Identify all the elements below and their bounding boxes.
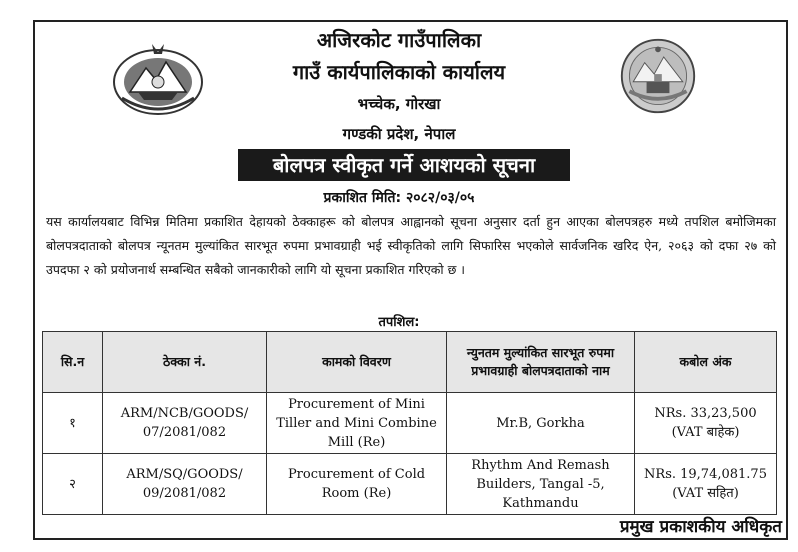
office-location: भच्चेक, गोरखा xyxy=(357,95,441,113)
notice-body: यस कार्यालयबाट विभिन्न मितिमा प्रकाशित देहायको ठेक्काहरू को बोलपत्र आह्वानको सूचना अनुसार दर्ता हुन आएका बोलपत्रहरु मध्ये तपशिल बमोजिमका बोलपत्रदाताको बोलपत्र न्यूनतम मुल्यांकित सारभूत रुपमा प्रभावग्राही भई स्वीकृतिको लागि सिफारिस भएकोले सार्वजनिक खरिद ऐन, २०६३ को दफा २७ को उपदफा २ को प्रयोजनार्थ सम्बन्धित सबैको जानकारीको लागि यो सूचना प्रकाशित गरिएको छ । xyxy=(46,214,776,277)
cell-sn: १ xyxy=(43,393,103,454)
amount-vat-note: (VAT सहित) xyxy=(672,486,739,501)
details-label: तपशिल: xyxy=(378,315,420,330)
cell-amount xyxy=(635,393,777,454)
municipality-name: अजिरकोट गाउँपालिका xyxy=(316,28,482,52)
award-table xyxy=(42,331,777,515)
header-contract-no: ठेक्का नं. xyxy=(103,332,267,393)
cell-sn: २ xyxy=(43,454,103,515)
cell-amount xyxy=(635,454,777,515)
cell-description: Procurement of Cold Room (Re) xyxy=(267,454,447,515)
office-name: गाउँ कार्यपालिकाको कार्यालय xyxy=(292,60,506,84)
published-date: प्रकाशित मिति: २०८२/०३/०५ xyxy=(323,190,475,206)
table-header-row xyxy=(43,332,777,393)
cell-description: Procurement of Mini Tiller and Mini Combine Mill (Re) xyxy=(267,393,447,454)
header-bidder: न्युनतम मुल्यांकित सारभूत रुपमा प्रभावग्राही बोलपत्रदाताको नाम xyxy=(447,332,635,393)
header-sn: सि.न xyxy=(43,332,103,393)
table-row xyxy=(43,393,777,454)
province-name: गण्डकी प्रदेश, नेपाल xyxy=(342,125,456,143)
cell-bidder: Rhythm And Remash Builders, Tangal -5, Kathmandu xyxy=(447,454,635,515)
cell-contract-no: ARM/NCB/GOODS/ 07/2081/082 xyxy=(103,393,267,454)
notice-title: बोलपत्र स्वीकृत गर्ने आशयको सूचना xyxy=(238,149,570,181)
amount-value: NRs. 19,74,081.75 xyxy=(644,467,767,482)
signature-title: प्रमुख प्रकाशकीय अधिकृत xyxy=(619,517,782,537)
header-description: कामको विवरण xyxy=(267,332,447,393)
amount-vat-note: (VAT बाहेक) xyxy=(671,425,740,440)
table-row xyxy=(43,454,777,515)
cell-contract-no: ARM/SQ/GOODS/ 09/2081/082 xyxy=(103,454,267,515)
cell-bidder: Mr.B, Gorkha xyxy=(447,393,635,454)
header-amount: कबोल अंक xyxy=(635,332,777,393)
amount-value: NRs. 33,23,500 xyxy=(654,406,757,421)
